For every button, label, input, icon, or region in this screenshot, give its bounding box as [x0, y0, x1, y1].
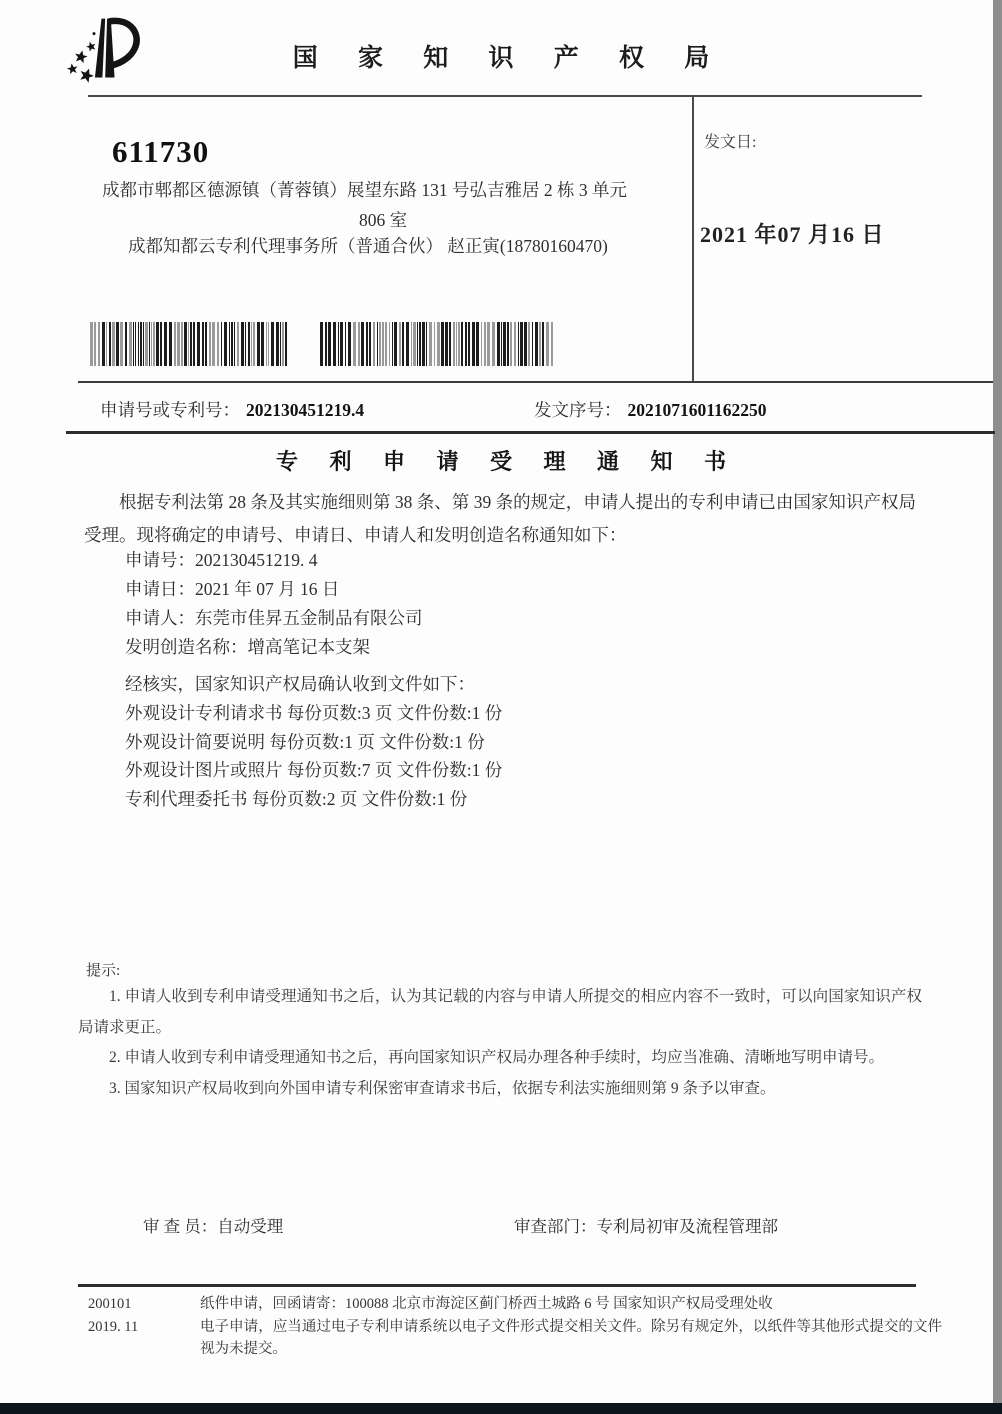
- received-doc-item: 专利代理委托书 每份页数:2 页 文件份数:1 份: [125, 788, 468, 809]
- barcode-right: [320, 322, 554, 366]
- received-doc-item: 外观设计图片或照片 每份页数:7 页 文件份数:1 份: [125, 760, 503, 780]
- footer-form-code: 200101: [88, 1296, 132, 1312]
- received-doc-item: 外观设计专利请求书 每份页数:3 页 文件份数:1 份: [125, 703, 503, 723]
- tip-item: 3. 国家知识产权局收到向外国申请专利保密审查请求书后，依据专利法实施细则第 9 条予以审查。: [109, 1079, 776, 1097]
- title-top-rule: [66, 431, 995, 434]
- field-filing-date: [125, 575, 423, 604]
- field-application-number: [125, 546, 423, 575]
- field-value: 202130451219. 4: [195, 550, 318, 570]
- barcode-left: [90, 322, 288, 366]
- footer-instructions: [200, 1293, 942, 1361]
- field-label: 发明创造名称：: [125, 637, 248, 657]
- field-applicant: [125, 604, 423, 633]
- address-line-1: 成都市郫都区德源镇（菁蓉镇）展望东路 131 号弘吉雅居 2 栋 3 单元: [102, 180, 627, 200]
- department-field: [514, 1213, 778, 1237]
- dispatch-number-value: 2021071601162250: [627, 400, 767, 420]
- tip-item: 1. 申请人收到专利申请受理通知书之后，认为其记载的内容与申请人所提交的相应内容不一致时，可以向国家知识产权局请求更正。: [78, 988, 922, 1036]
- tips-label: 提示:: [86, 963, 121, 979]
- field-label: 申请号：: [125, 550, 195, 570]
- footer-form-code: 2019. 11: [88, 1318, 139, 1335]
- tips-list: [78, 982, 922, 1104]
- reference-row-top-rule: [78, 381, 993, 383]
- postal-code: 611730: [112, 134, 210, 169]
- tip-item: 2. 申请人收到专利申请受理通知书之后，再向国家知识产权局办理各种手续时，均应当准确、清晰地写明申请号。: [109, 1049, 885, 1066]
- footer-rule: [78, 1284, 916, 1287]
- dispatch-date-label: 发文日:: [704, 134, 757, 151]
- field-label: 申请人：: [125, 608, 195, 628]
- received-doc-item: 外观设计简要说明 每份页数:1 页 文件份数:1 份: [125, 731, 485, 752]
- department-value: 专利局初审及流程管理部: [596, 1217, 778, 1236]
- footer-form-codes: [88, 1293, 138, 1338]
- application-fields: [125, 546, 423, 662]
- page-edge-right: [993, 0, 1002, 1414]
- department-label: 审查部门：: [514, 1217, 597, 1236]
- footer-instruction-electronic: 电子申请，应当通过电子专利申请系统以电子文件形式提交相关文件。除另有规定外，以纸件等其他形式提交的文件视为未提交。: [200, 1318, 942, 1357]
- field-value: 东莞市佳昇五金制品有限公司: [195, 608, 423, 628]
- address-line-2: 806 室: [358, 210, 408, 230]
- notice-intro-paragraph: 根据专利法第 28 条及其实施细则第 38 条、第 39 条的规定，申请人提出的专利申请已由国家知识产权局受理。现将确定的申请号、申请日、申请人和发明创造名称通知如下：: [84, 492, 916, 545]
- footer-instruction-paper: 纸件申请，回函请寄：100088 北京市海淀区蓟门桥西土城路 6 号 国家知识产权局受理处收: [200, 1296, 773, 1312]
- dispatch-date-value: 2021 年07 月16 日: [700, 222, 885, 247]
- received-documents-intro: 经核实，国家知识产权局确认收到文件如下：: [125, 674, 475, 694]
- application-number-field: [100, 397, 364, 422]
- field-value: 增高笔记本支架: [247, 637, 370, 657]
- received-documents-list: [125, 699, 502, 813]
- notice-title: 专 利 申 请 受 理 通 知 书: [275, 449, 739, 474]
- examiner-value: 自动受理: [217, 1217, 284, 1236]
- dispatch-box-divider: [692, 96, 694, 382]
- field-value: 2021 年 07 月 16 日: [195, 579, 340, 599]
- agency-title: 国 家 知 识 产 权 局: [292, 45, 727, 72]
- application-number-label: 申请号或专利号：: [100, 400, 240, 420]
- header-divider: [88, 95, 922, 97]
- dispatch-number-field: [534, 397, 767, 422]
- examiner-field: [143, 1213, 283, 1237]
- field-label: 申请日：: [125, 579, 195, 599]
- page-edge-bottom: [0, 1403, 1002, 1414]
- examiner-label: 审 查 员：: [143, 1217, 218, 1236]
- dispatch-number-label: 发文序号：: [534, 400, 622, 420]
- application-number-value: 202130451219.4: [246, 400, 365, 420]
- recipient-line: 成都知都云专利代理事务所（普通合伙） 赵正寅(18780160470): [128, 236, 608, 256]
- field-invention-title: [125, 633, 423, 662]
